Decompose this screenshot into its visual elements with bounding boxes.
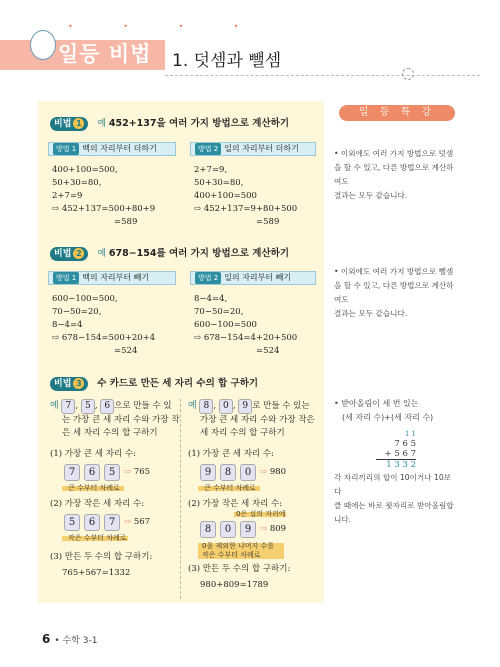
number-card: 7 — [64, 464, 80, 481]
right-q1: (1) 가장 큰 세 자리 수: — [188, 449, 274, 459]
method-2-work: 8−4=4, 70−50=20, 600−100=500 ⇨ 678−154=4+20+500 =524 — [194, 294, 298, 356]
right-q2: (2) 가장 작은 세 자리 수: — [188, 499, 283, 509]
example-mark: 예 — [97, 249, 106, 259]
book-name: • 수학 3-1 — [54, 636, 98, 646]
right-small-cards: 8 0 9 ⇨ 809 — [200, 521, 286, 538]
header-divider — [165, 75, 480, 76]
number-card: 8 — [199, 399, 213, 414]
left-big-cards: 7 6 5 ⇨ 765 — [64, 464, 150, 481]
left-q2: (2) 가장 작은 세 자리 수: — [50, 499, 145, 509]
method-1-label: 방법 1 백의 자리부터 더하기 — [48, 142, 176, 156]
section-badge: 비법 1 — [50, 117, 88, 131]
number-card: 9 — [200, 464, 216, 481]
section-3-heading — [50, 375, 258, 391]
example-left-intro: 예 7 , 5 , 6 으로 만들 수 있 는 가장 큰 세 자리 수와 가장 작 은 세 자리 수의 합 구하기 — [50, 401, 180, 438]
section-2-heading — [50, 245, 289, 261]
number-card: 0 — [219, 399, 233, 414]
number-card: 0 — [240, 464, 256, 481]
number-card: 6 — [84, 464, 100, 481]
header-subtitle: 1. 덧셈과 뺄셈 — [172, 51, 282, 71]
number-card: 5 — [104, 464, 120, 481]
side-note-subtraction: • 이외에도 여러 가지 방법으로 뺄셈 을 할 수 있고, 다른 방법으로 계산하여도 결과는 모두 같습니다. — [334, 267, 454, 318]
hint-note: 0은 십의 자리에 — [236, 510, 286, 518]
left-small-cards: 5 6 7 ⇨ 567 — [64, 514, 150, 531]
result-value: 567 — [133, 517, 151, 527]
hint-note: 큰 수부터 차례로 — [68, 484, 120, 492]
left-q3: (3) 만든 두 수의 합 구하기: 765+567=1332 — [50, 552, 153, 578]
number-card: 9 — [240, 521, 256, 538]
number-card: 0 — [220, 521, 236, 538]
hint-note: 0을 제외한 나머지 수를 작은 수부터 차례로 — [202, 542, 274, 559]
carry-example: 1 1 7 6 5 + 5 6 7 1 3 3 2 — [376, 429, 416, 470]
header-dots: • • • • — [68, 22, 263, 31]
right-big-cards: 9 8 0 ⇨ 980 — [200, 464, 286, 481]
side-note-carry-title: • 받아올림이 세 번 있는 (세 자리 수)+(세 자리 수) — [334, 399, 434, 422]
page-footer — [42, 632, 97, 646]
number-card: 7 — [104, 514, 120, 531]
main-panel — [38, 101, 324, 603]
section-title: 452+137을 여러 가지 방법으로 계산하기 — [108, 118, 289, 129]
hint-note: 작은 수부터 차례로 — [68, 534, 127, 542]
number-card: 8 — [200, 521, 216, 538]
section-title: 수 카드로 만든 세 자리 수의 합 구하기 — [97, 378, 259, 389]
number-card: 5 — [81, 399, 95, 414]
method-2-work: 2+7=9, 50+30=80, 400+100=500 ⇨ 452+137=9+80+500 =589 — [194, 165, 298, 227]
section-title: 678−154를 여러 가지 방법으로 계산하기 — [108, 248, 289, 259]
method-1-work: 600−100=500, 70−50=20, 8−4=4 ⇨ 678−154=500+20+4 =524 — [52, 294, 156, 356]
number-card: 9 — [238, 399, 252, 414]
method-2-label: 방법 2 일의 자리부터 빼기 — [190, 271, 316, 285]
section-badge: 비법 3 — [50, 377, 88, 391]
number-card: 7 — [61, 399, 75, 414]
section-badge: 비법 2 — [50, 247, 88, 261]
method-2-label: 방법 2 일의 자리부터 더하기 — [190, 142, 316, 156]
method-1-work: 400+100=500, 50+30=80, 2+7=9 ⇨ 452+137=500+80+9 =589 — [52, 165, 156, 227]
section-1-heading — [50, 115, 289, 131]
page-number: 6 — [42, 632, 51, 646]
header-title: 일등 비법 — [58, 42, 152, 66]
side-panel — [324, 101, 464, 603]
number-card: 5 — [64, 514, 80, 531]
number-card: 6 — [100, 399, 114, 414]
deco-circle-icon — [402, 68, 414, 80]
number-card: 8 — [220, 464, 236, 481]
hint-note: 큰 수부터 차례로 — [204, 484, 256, 492]
example-right-intro: 예 8 , 0 , 9 로 만들 수 있는 가장 큰 세 자리 수와 가장 작은 세 자리 수의 합 구하기 — [188, 401, 315, 438]
side-note-addition: • 이외에도 여러 가지 방법으로 덧셈 을 할 수 있고, 다른 방법으로 계산하여도 결과는 모두 같습니다. — [334, 149, 454, 200]
number-card: 6 — [84, 514, 100, 531]
result-value: 765 — [133, 467, 151, 477]
side-heading: 일 등 특 강 — [339, 105, 455, 121]
right-q3: (3) 만든 두 수의 합 구하기: 980+809=1789 — [188, 564, 291, 590]
left-q1: (1) 가장 큰 세 자리 수: — [50, 449, 136, 459]
result-value: 809 — [269, 524, 287, 534]
page-header — [0, 18, 500, 73]
method-1-label: 방법 1 백의 자리부터 빼기 — [48, 271, 176, 285]
side-note-carry: 각 자리끼리의 합이 10이거나 10보다 클 때에는 바로 윗자리로 받아올림합 니다. — [334, 473, 454, 524]
column-divider — [180, 399, 181, 599]
example-mark: 예 — [97, 119, 106, 129]
mascot-icon — [30, 30, 56, 60]
result-value: 980 — [269, 467, 287, 477]
